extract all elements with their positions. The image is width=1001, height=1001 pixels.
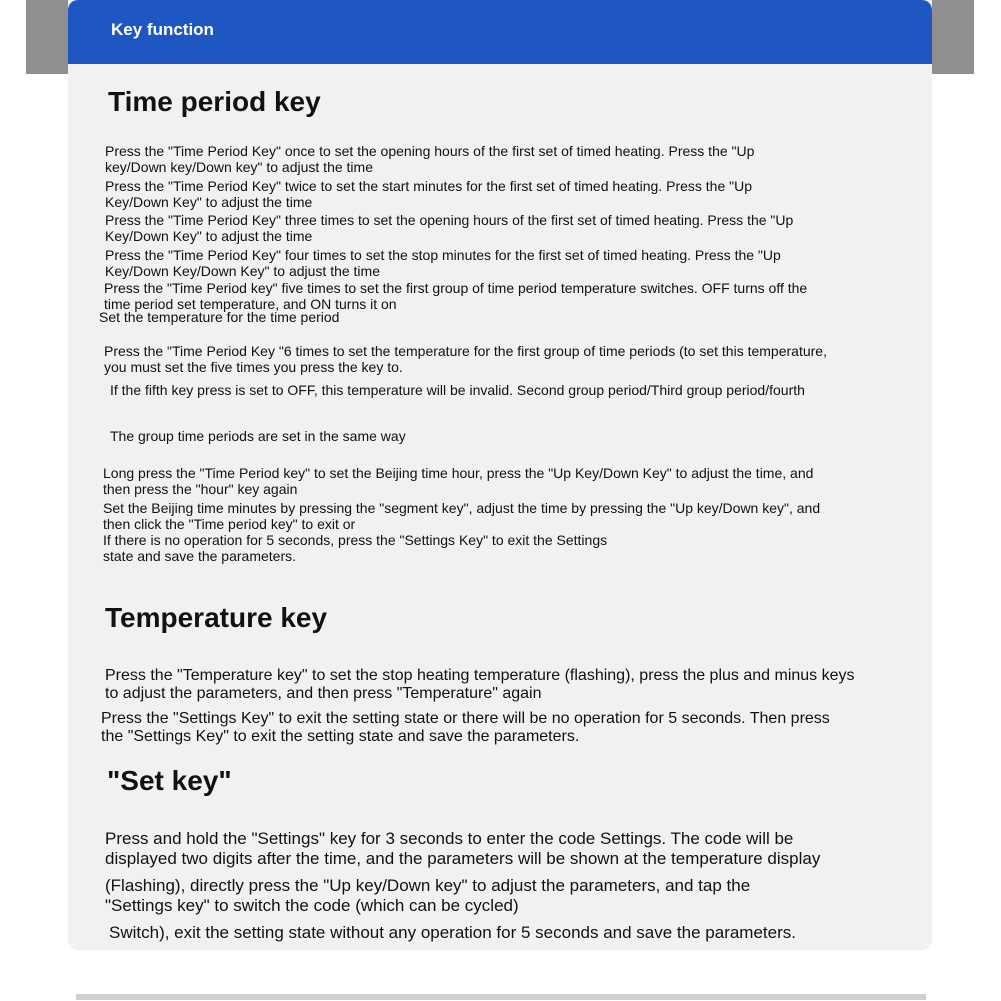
tp-line-17: then press the "hour" key again xyxy=(103,481,298,497)
tp-line-12: Press the "Time Period Key "6 times to set the temperature for the first group of time periods (to set this temperature, xyxy=(104,343,827,359)
tp-line-6: Key/Down Key" to adjust the time xyxy=(105,228,313,244)
tp-line-13: you must set the five times you press the key to. xyxy=(104,359,403,375)
tp-line-8: Key/Down Key/Down Key" to adjust the time xyxy=(105,263,380,279)
tp-line-18: Set the Beijing time minutes by pressing the "segment key", adjust the time by pressing the "Up key/Down key", and xyxy=(103,500,821,516)
header-bar xyxy=(68,0,932,64)
set-line-4: "Settings key" to switch the code (which can be cycled) xyxy=(105,896,519,915)
tp-line-3: Press the "Time Period Key" twice to set the start minutes for the first set of timed heating. Press the "Up xyxy=(105,178,752,194)
time-period-heading: Time period key xyxy=(108,86,321,117)
tp-line-16: Long press the "Time Period key" to set the Beijing time hour, press the "Up Key/Down Key" to adjust the time, and xyxy=(103,465,814,481)
set-line-3: (Flashing), directly press the "Up key/Down key" to adjust the parameters, and tap the xyxy=(105,876,751,895)
tp-line-1: Press the "Time Period Key" once to set the opening hours of the first set of timed heating. Press the "Up xyxy=(105,143,755,159)
bottom-divider xyxy=(76,994,926,1000)
tp-line-15: The group time periods are set in the same way xyxy=(110,428,406,444)
set-line-1: Press and hold the "Settings" key for 3 seconds to enter the code Settings. The code will be xyxy=(105,829,794,848)
tp-line-14: If the fifth key press is set to OFF, this temperature will be invalid. Second group period/Third group period/fourth xyxy=(110,382,805,398)
set-line-2: displayed two digits after the time, and the parameters will be shown at the temperature display xyxy=(105,849,821,868)
tp-line-19: then click the "Time period key" to exit or xyxy=(103,516,356,532)
tp-line-9: Press the "Time Period key" five times to set the first group of time period temperature switches. OFF turns off the xyxy=(104,280,808,296)
temperature-heading: Temperature key xyxy=(105,602,328,633)
tp-line-20: If there is no operation for 5 seconds, press the "Settings Key" to exit the Settings xyxy=(103,532,608,548)
tp-line-4: Key/Down Key" to adjust the time xyxy=(105,194,313,210)
set-line-5: Switch), exit the setting state without any operation for 5 seconds and save the parameters. xyxy=(109,923,796,942)
tp-line-2: key/Down key/Down key" to adjust the time xyxy=(105,159,373,175)
temp-line-1: Press the "Temperature key" to set the stop heating temperature (flashing), press the plus and minus keys xyxy=(105,667,855,684)
temp-line-3: Press the "Settings Key" to exit the setting state or there will be no operation for 5 seconds. Then press xyxy=(101,710,830,727)
temp-line-2: to adjust the parameters, and then press "Temperature" again xyxy=(105,685,542,702)
header-title: Key function xyxy=(111,20,214,39)
tp-line-5: Press the "Time Period Key" three times to set the opening hours of the first set of timed heating. Press the "Up xyxy=(105,212,794,228)
tp-line-11: Set the temperature for the time period xyxy=(99,309,340,325)
set-key-heading: "Set key" xyxy=(107,765,232,796)
tp-line-7: Press the "Time Period Key" four times to set the stop minutes for the first set of timed heating. Press the "Up xyxy=(105,247,781,263)
content-card xyxy=(68,0,932,950)
temp-line-4: the "Settings Key" to exit the setting state and save the parameters. xyxy=(101,728,580,745)
tp-line-10: time period set temperature, and ON turns it on xyxy=(104,296,397,312)
tp-line-21: state and save the parameters. xyxy=(103,548,296,564)
